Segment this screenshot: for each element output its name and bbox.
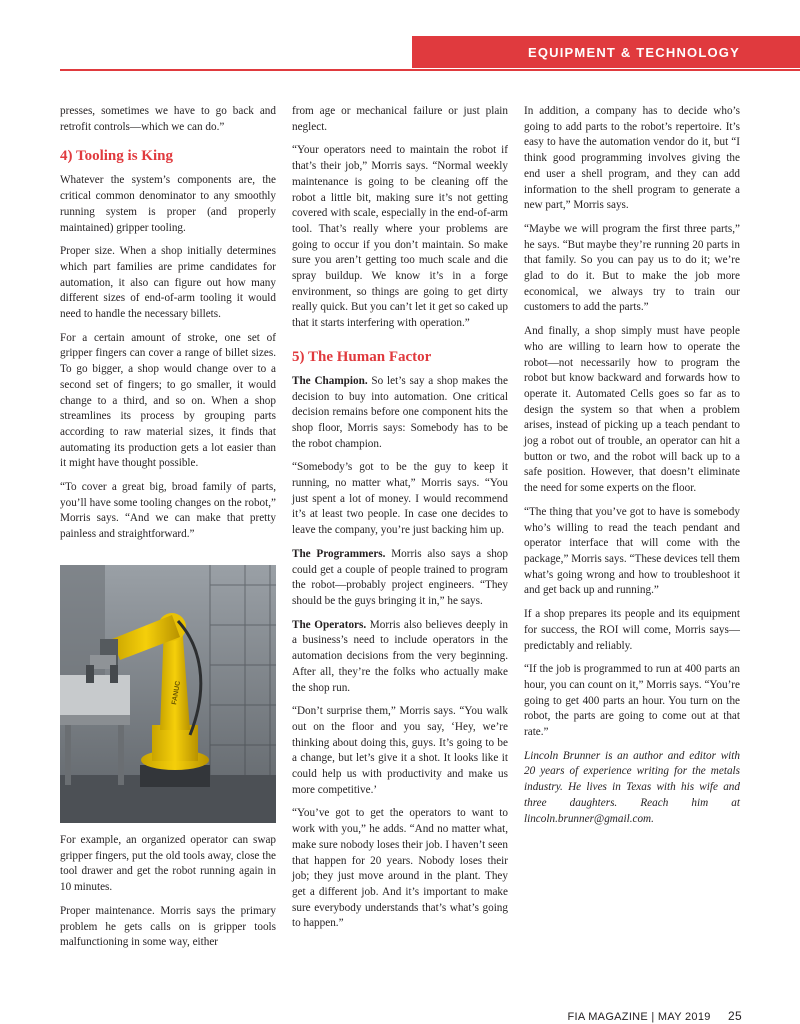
- column-3: [524, 104, 740, 835]
- page-number: 25: [728, 1009, 742, 1023]
- run-in-heading: The Programmers.: [292, 547, 386, 560]
- paragraph: “Somebody’s got to be the guy to keep it running, no matter what,” Morris says. “You just spent a lot of money. I would recommend it’s at least two people. In case one decides to leave the company, you’re just backing him up.: [292, 461, 508, 537]
- paragraph: [292, 547, 508, 610]
- section-heading-tooling: 4) Tooling is King: [60, 148, 173, 165]
- page-footer: [567, 1009, 742, 1023]
- paragraph: Proper size. When a shop initially determines which part families are prime candidates for automation, it also can figure out how many different sizes of end-of-arm tooling it would need to handle the necessary billets.: [60, 245, 276, 321]
- paragraph: presses, sometimes we have to go back and retrofit controls—which we can do.”: [60, 105, 276, 133]
- paragraph-text: So let’s say a shop makes the decision to buy into automation. One critical decision remains before one component hits the shop floor, Morris says: Somebody has to be the robot champion.: [292, 374, 508, 450]
- section-heading-human-factor: 5) The Human Factor: [292, 348, 432, 365]
- paragraph: Proper maintenance. Morris says the primary problem he gets calls on is gripper tools malfunctioning in some way, either: [60, 904, 276, 949]
- paragraph: In addition, a company has to decide who’s going to add parts to the robot’s repertoire. It’s easy to have the automation vendor do it, but “I think good programming involves giving the end user a shell program, and they can add information to the shell program to generate a new part,” Morris says.: [524, 105, 740, 212]
- section-banner: [412, 36, 800, 68]
- robot-brand-label: FANUC: [171, 680, 183, 706]
- paragraph: If a shop prepares its people and its equipment for success, the ROI will come, Morris says—predictably and reliably.: [524, 608, 740, 652]
- paragraph: And finally, a shop simply must have people who are willing to learn how to operate the robot—not necessarily how to program the robot but know backward and forwards how to operate it. Automated Cells goes so far as to design the system so that when a problem arises, instead of picking up a teach pendant to jog a robot out of trouble, an operator can hit a button or two, and the robot will back up to a safe position. However, that doesn’t eliminate the need for some experts on the floor.: [524, 325, 740, 495]
- paragraph: “Maybe we will program the first three parts,” he says. “But maybe they’re running 20 parts in that family. So you can pay us to do it; we’re glad to do it. But to make the job more economical, we always try to train our customers to add the parts.”: [524, 222, 740, 314]
- paragraph: [292, 618, 508, 697]
- paragraph: [292, 374, 508, 453]
- paragraph: “If the job is programmed to run at 400 parts an hour, you can count on it,” Morris says. “You’re going to get 400 parts an hour. You turn on the robot, the parts are going to come out at that rate.”: [524, 663, 740, 739]
- robot-photo: [60, 565, 276, 823]
- run-in-heading: The Operators.: [292, 618, 367, 631]
- paragraph: Whatever the system’s components are, the critical common denominator to any smoothly running system is proper (and properly maintained) gripper tooling.: [60, 174, 276, 234]
- column-2: [292, 104, 508, 940]
- column-1-continued: [60, 833, 276, 959]
- run-in-heading: The Champion.: [292, 374, 368, 387]
- paragraph: “The thing that you’ve got to have is somebody who’s willing to read the teach pendant and operator interface that will come with the package,” Morris says. “These devices tell them what’s going wrong and how to troubleshoot it and get back up and running.”: [524, 505, 740, 597]
- paragraph-text: Morris also says a shop could get a couple of people trained to program the robot—probably project engineers. “They should be the guys bringing it in,” he says.: [292, 547, 508, 607]
- column-1: [60, 104, 276, 551]
- author-bio: Lincoln Brunner is an author and editor with 20 years of experience writing for the metals industry. He lives in Texas with his wife and three daughters. Reach him at lincoln.brunner@gmail.com.: [524, 749, 740, 825]
- paragraph: “To cover a great big, broad family of parts, you’ll have some tooling changes on the robot,” Morris says. “And we can make that pretty painless and straightforward.”: [60, 481, 276, 541]
- header-rule: [60, 69, 800, 71]
- section-title: EQUIPMENT & TECHNOLOGY: [527, 44, 740, 60]
- paragraph: “You’ve got to get the operators to want to work with you,” he adds. “And no matter what, make sure nobody loses their job. I haven’t seen that happen for 20 years. Nobody loses their job; they just move around in the plant. They get a different job. And it’s important to make sure everybody understands that’s what’s going to happen.”: [292, 807, 508, 930]
- paragraph: For example, an organized operator can swap gripper fingers, put the old tools away, close the tool drawer and get the robot running again in 10 minutes.: [60, 834, 276, 894]
- paragraph: from age or mechanical failure or just plain neglect.: [292, 105, 508, 133]
- paragraph: For a certain amount of stroke, one set of gripper fingers can cover a range of billet sizes. To go bigger, a shop would change over to a second set of fingers; to go smaller, it would change to a third, and so on. When a shop streamlines its process by grouping parts according to raw material sizes, it finds that automating its production gets a lot easier than it might have thought possible.: [60, 331, 276, 470]
- paragraph: “Don’t surprise them,” Morris says. “You walk out on the floor and you say, ‘Hey, we’re thinking about doing this, guys. It’s going to be a change, but let’s give it a shot. It looks like it could help us with productivity and make us more competitive.’: [292, 705, 508, 796]
- magazine-issue: FIA MAGAZINE | MAY 2019: [567, 1011, 711, 1023]
- paragraph: “Your operators need to maintain the robot if that’s their job,” Morris says. “Normal weekly maintenance is going to be cleaning off the robot a little bit, making sure it’s not getting covered with scale, especially in the end-of-arm tool. That’s really where your problems are going to occur if you don’t maintain. So make sure you aren’t getting too much scale and die spray buildup. We know it’s in a forge environment, so things are going to get dirty really quick. But you can’t let it get so caked up that it starts interfering with operation.”: [292, 144, 508, 330]
- robot-illustration: [60, 565, 276, 823]
- paragraph-text: Morris also believes deeply in a business’s need to include operators in the automation decisions from the very beginning. After all, they’re the folks who actually make the shop run.: [292, 618, 508, 694]
